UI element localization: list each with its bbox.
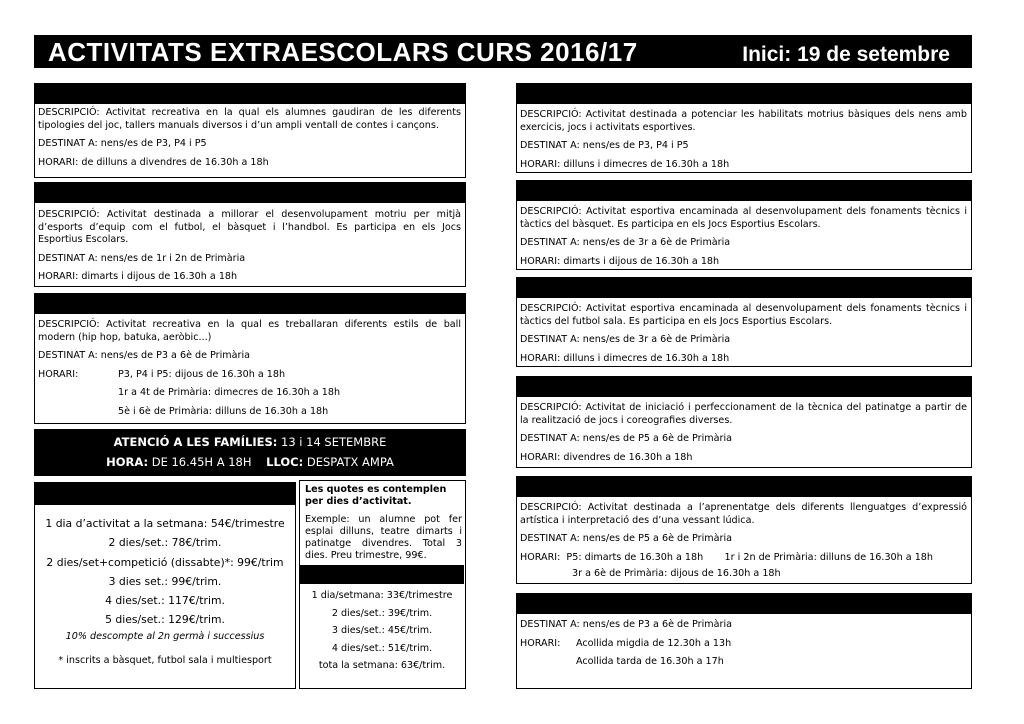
schedule-line: Acollida tarda de 16.30h a 17h (576, 656, 724, 667)
prices-box (34, 482, 296, 689)
quote-item: tota la setmana: 63€/trim. (318, 660, 446, 672)
activity-target: DESTINAT A: nens/es de 3r a 6è de Primària (520, 334, 731, 345)
attention-banner (34, 429, 466, 476)
activity-description: DESCRIPCIÓ: Activitat destinada a l’aprenentatge dels diferents llenguatges d’expressió artística i interpretació des d’una vessant lúdica. (520, 502, 967, 526)
discount-note: 10% descompte al 2n germà i successius (65, 630, 265, 642)
activity-box-dance (34, 293, 466, 424)
activity-schedule: HORARI: dimarts i dijous de 16.30h a 18h (520, 255, 720, 267)
attention-place: DESPATX AMPA (306, 455, 394, 469)
activity-header (35, 183, 465, 203)
schedule-label: HORARI: (520, 637, 561, 649)
activity-description: DESCRIPCIÓ: Activitat destinada a potenciar les habilitats motrius bàsiques dels nens amb exercicis, jocs i activitats esportives. (520, 109, 967, 133)
activity-target: DESTINAT A: nens/es de P5 a 6è de Primària (520, 433, 732, 444)
activity-header (35, 84, 465, 104)
attention-time: DE 16.45H A 18H (151, 455, 252, 469)
place-label: LLOC: (266, 455, 304, 469)
schedule-line: P3, P4 i P5: dijous de 16.30h a 18h (118, 368, 286, 380)
activity-target: DESTINAT A: nens/es de P3 a 6è de Primària (520, 619, 732, 630)
prices-header (35, 483, 295, 505)
activity-box-futsal (516, 277, 972, 367)
activity-schedule: HORARI: dilluns i dimecres de 16.30h a 18h (520, 158, 730, 170)
quotes-subheader (300, 565, 464, 584)
page-title: ACTIVITATS EXTRAESCOLARS CURS 2016/17 (48, 37, 638, 67)
activity-schedule: 3r a 6è de Primària: dijous de 16.30h a 18h (572, 568, 781, 579)
activity-description: DESCRIPCIÓ: Activitat recreativa en la qual es treballaran diferents estils de ball modern (hip hop, batuka, aeròbic...) (38, 319, 461, 343)
price-item: 2 dies/set+competició (dissabte)*: 99€/trim (46, 555, 284, 569)
activity-box-multiesport (34, 182, 466, 287)
activity-target: DESTINAT A: nens/es de 1r i 2n de Primària (38, 252, 246, 264)
activity-header (517, 181, 971, 201)
footnote: * inscrits a bàsquet, futbol sala i multiesport (58, 654, 272, 666)
activity-target: DESTINAT A: nens/es de 3r a 6è de Primària (520, 237, 731, 248)
price-item: 2 dies/set.: 78€/trim. (108, 536, 222, 550)
activity-schedule: HORARI: dimarts i dijous de 16.30h a 18h (38, 271, 238, 282)
price-item: 3 dies set.: 99€/trim. (108, 574, 222, 588)
activity-target: DESTINAT A: nens/es de P3 a 6è de Primària (38, 350, 250, 361)
activity-target: DESTINAT A: nens/es de P3, P4 i P5 (520, 140, 689, 151)
attention-dates: 13 i 14 SETEMBRE (281, 435, 387, 449)
quotes-example: Exemple: un alumne pot fer esplai dilluns, teatre dimarts i patinatge divendres. Total 3 dies. Preu trimestre, 99€. (305, 514, 462, 561)
activity-box-esplai (34, 83, 466, 178)
activity-target: DESTINAT A: nens/es de P5 a 6è de Primària (520, 533, 732, 544)
activity-header (517, 594, 971, 614)
activity-header (517, 84, 971, 104)
quotes-heading: Les quotes es contemplen per dies d’activitat. (305, 484, 447, 507)
activity-schedule: HORARI: divendres de 16.30h a 18h (520, 451, 693, 463)
activity-box-basketball (516, 180, 972, 270)
prices-list (35, 505, 295, 668)
activity-description: DESCRIPCIÓ: Activitat esportiva encaminada al desenvolupament dels fonaments tècnics i tàctics del futbol sala. Es participa en els Jocs Esportius Escolars. (520, 303, 967, 327)
schedule-line: 5è i 6è de Primària: dilluns de 16.30h a 18h (118, 405, 329, 417)
activity-header (517, 377, 971, 397)
quotes-list (300, 587, 464, 675)
activity-box-skating (516, 376, 972, 468)
activity-description: DESCRIPCIÓ: Activitat recreativa en la qual els alumnes gaudiran de les diferents tipologies del joc, tallers manuals diversos i d’un ampli ventall de contes i cançons. (38, 107, 461, 131)
schedule-line: Acollida migdia de 12.30h a 13h (576, 637, 732, 649)
time-label: HORA: (106, 455, 149, 469)
activity-schedule: HORARI: dilluns i dimecres de 16.30h a 18h (520, 352, 730, 364)
activity-description: DESCRIPCIÓ: Activitat de iniciació i perfeccionament de la tècnica del patinatge a partir de la realització de jocs i coreografies diverses. (520, 402, 967, 426)
activity-schedule: HORARI: de dilluns a divendres de 16.30h a 18h (38, 156, 269, 168)
activity-schedule: HORARI: P5: dimarts de 16.30h a 18h 1r i 2n de Primària: dilluns de 16.30h a 18h (520, 551, 933, 563)
start-date: Inici: 19 de setembre (742, 43, 950, 66)
attention-label: ATENCIÓ A LES FAMÍLIES: (113, 435, 278, 449)
activity-box-theatre (516, 476, 972, 584)
quote-item: 2 dies/set.: 39€/trim. (331, 607, 433, 619)
activity-box-psychomotricity (516, 83, 972, 173)
activity-description: DESCRIPCIÓ: Activitat esportiva encaminada al desenvolupament dels fonaments tècnics i tàctics del bàsquet. Es participa en els Jocs Esportius Escolars. (520, 206, 967, 230)
activity-header (517, 477, 971, 497)
activity-header (517, 278, 971, 298)
quote-item: 1 dia/setmana: 33€/trimestre (311, 590, 453, 601)
quote-item: 3 dies/set.: 45€/trim. (331, 625, 433, 637)
schedule-label: HORARI: (38, 368, 79, 380)
activity-header (35, 294, 465, 314)
price-item: 4 dies/set.: 117€/trim. (105, 594, 225, 608)
activity-target: DESTINAT A: nens/es de P3, P4 i P5 (38, 138, 207, 149)
price-item: 5 dies/set.: 129€/trim. (105, 613, 225, 627)
activity-box-childcare (516, 593, 972, 689)
activity-description: DESCRIPCIÓ: Activitat destinada a millorar el desenvolupament motriu per mitjà d’esports d’equip com el futbol, el bàsquet i l’handbol. Es participa en els Jocs Esportius Escolars. (38, 209, 461, 245)
title-bar (34, 35, 972, 68)
quotes-box (299, 480, 466, 689)
quote-item: 4 dies/set.: 51€/trim. (331, 642, 433, 654)
schedule-line: 1r a 4t de Primària: dimecres de 16.30h a 18h (118, 387, 341, 398)
price-item: 1 dia d’activitat a la setmana: 54€/trimestre (45, 517, 285, 530)
